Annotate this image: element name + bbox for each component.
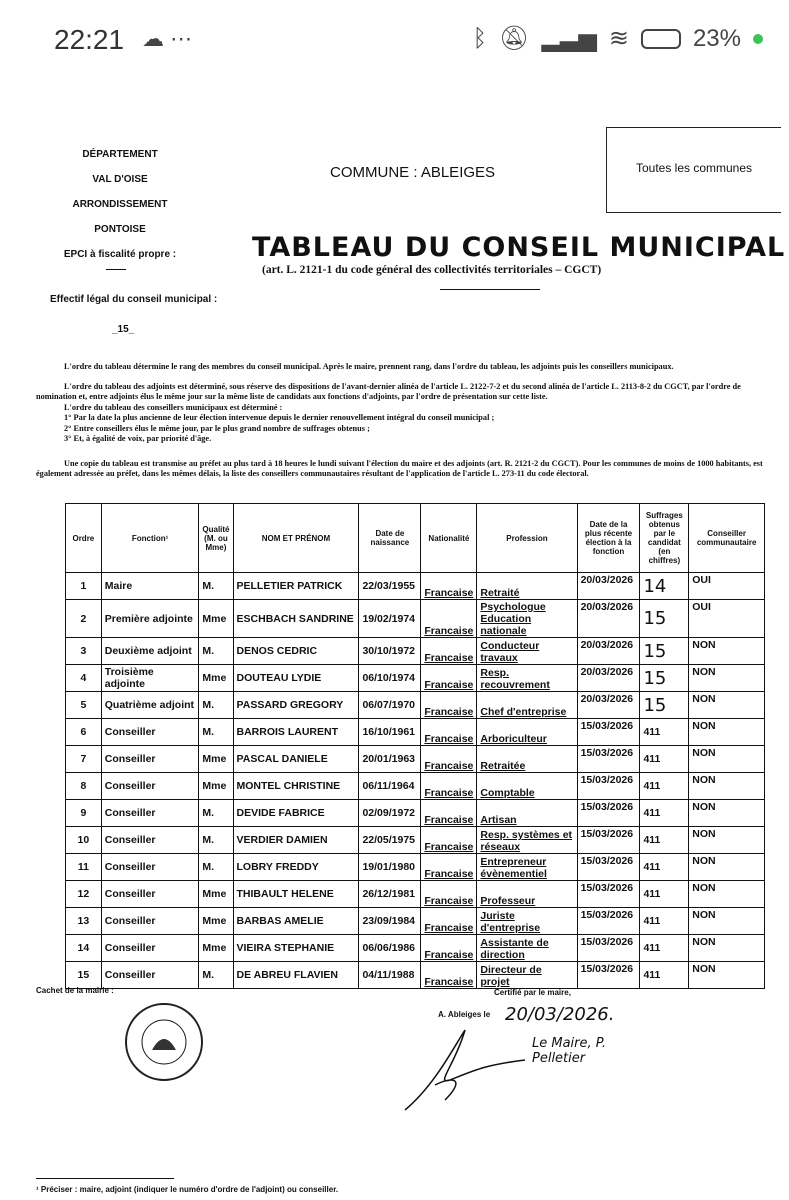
cell-nationalite: Francaise (421, 638, 477, 665)
cell-profession: Resp. recouvrement (477, 665, 577, 692)
cell-conseiller-communautaire: NON (689, 692, 765, 719)
cell-conseiller-communautaire: OUI (689, 573, 765, 600)
cell-suffrages: 411 (640, 827, 689, 854)
column-header: Date de la plus récente élection à la fonction (577, 504, 640, 573)
epci-label: EPCI à fiscalité propre : (63, 249, 177, 260)
cell-date-naissance: 19/02/1974 (359, 600, 421, 638)
cell-conseiller-communautaire: NON (689, 746, 765, 773)
cell-date-naissance: 22/05/1975 (359, 827, 421, 854)
cell-date-election: 15/03/2026 (577, 854, 640, 881)
cell-nationalite: Francaise (421, 665, 477, 692)
cell-nom-prenom: THIBAULT HELENE (233, 881, 359, 908)
cell-fonction: Quatrième adjoint (101, 692, 199, 719)
column-header: Fonction¹ (101, 504, 199, 573)
cell-date-election: 15/03/2026 (577, 773, 640, 800)
cell-date-election: 15/03/2026 (577, 800, 640, 827)
cell-date-election: 15/03/2026 (577, 719, 640, 746)
cell-nationalite: Francaise (421, 881, 477, 908)
cell-qualite: M. (199, 638, 233, 665)
cell-conseiller-communautaire: NON (689, 773, 765, 800)
commune-box: Toutes les communes (606, 127, 781, 213)
cell-ordre: 6 (66, 719, 102, 746)
cell-ordre: 7 (66, 746, 102, 773)
cell-suffrages: 411 (640, 719, 689, 746)
cell-nom-prenom: PELLETIER PATRICK (233, 573, 359, 600)
cell-date-election: 15/03/2026 (577, 881, 640, 908)
cell-ordre: 1 (66, 573, 102, 600)
cell-profession: Chef d'entreprise (477, 692, 577, 719)
cell-qualite: Mme (199, 746, 233, 773)
cell-fonction: Première adjointe (101, 600, 199, 638)
table-row (66, 719, 765, 746)
cell-nom-prenom: DOUTEAU LYDIE (233, 665, 359, 692)
table-row (66, 935, 765, 962)
signal-icon: ▂▃▅ (541, 25, 597, 52)
cell-profession: Retraité (477, 573, 577, 600)
cell-suffrages: 15 (640, 692, 689, 719)
cell-qualite: M. (199, 827, 233, 854)
signature-note: Le Maire, P. Pelletier (532, 1036, 606, 1066)
cell-profession: Comptable (477, 773, 577, 800)
cell-fonction: Conseiller (101, 773, 199, 800)
cell-ordre: 8 (66, 773, 102, 800)
cell-suffrages: 14 (640, 573, 689, 600)
paragraph: 3° Et, à égalité de voix, par priorité d'âge. (64, 434, 212, 443)
paragraph: L'ordre du tableau des conseillers municipaux est déterminé : (64, 402, 283, 412)
cell-nom-prenom: VERDIER DAMIEN (233, 827, 359, 854)
cell-nom-prenom: ESCHBACH SANDRINE (233, 600, 359, 638)
table-row (66, 800, 765, 827)
lieu-label: A. Ableiges le (438, 1010, 491, 1019)
cell-suffrages: 411 (640, 800, 689, 827)
epci-value: —— (106, 264, 126, 275)
cell-suffrages: 411 (640, 881, 689, 908)
cell-nationalite: Francaise (421, 773, 477, 800)
cell-nationalite: Francaise (421, 573, 477, 600)
subtitle: (art. L. 2121-1 du code général des collectivités territoriales – CGCT) (262, 264, 602, 276)
council-table (65, 503, 765, 989)
cell-date-election: 20/03/2026 (577, 573, 640, 600)
cell-fonction: Maire (101, 573, 199, 600)
cell-fonction: Conseiller (101, 962, 199, 989)
cell-nom-prenom: DEVIDE FABRICE (233, 800, 359, 827)
cell-date-naissance: 06/11/1964 (359, 773, 421, 800)
cell-fonction: Conseiller (101, 746, 199, 773)
cell-conseiller-communautaire: NON (689, 962, 765, 989)
cell-ordre: 14 (66, 935, 102, 962)
signature (395, 1025, 535, 1115)
table-row (66, 638, 765, 665)
column-header: Suffrages obtenus par le candidat (en chiffres) (640, 504, 689, 573)
column-header: NOM ET PRÉNOM (233, 504, 359, 573)
column-header: Profession (477, 504, 577, 573)
cell-conseiller-communautaire: OUI (689, 600, 765, 638)
table-row (66, 773, 765, 800)
arrondissement-label: ARRONDISSEMENT (72, 199, 168, 210)
cell-nom-prenom: PASCAL DANIELE (233, 746, 359, 773)
cell-conseiller-communautaire: NON (689, 638, 765, 665)
cell-fonction: Conseiller (101, 935, 199, 962)
stamp-seal (122, 1000, 206, 1084)
cell-date-naissance: 19/01/1980 (359, 854, 421, 881)
status-bar (0, 0, 789, 80)
cell-profession: Directeur de projet (477, 962, 577, 989)
table-row (66, 962, 765, 989)
cell-ordre: 12 (66, 881, 102, 908)
table-row (66, 746, 765, 773)
cell-fonction: Conseiller (101, 881, 199, 908)
cell-nationalite: Francaise (421, 854, 477, 881)
cell-profession: Conducteur travaux (477, 638, 577, 665)
cell-fonction: Conseiller (101, 827, 199, 854)
table-row (66, 692, 765, 719)
cell-nom-prenom: DENOS CEDRIC (233, 638, 359, 665)
effectif-label: Effectif légal du conseil municipal : (50, 294, 218, 305)
cell-profession: Retraitée (477, 746, 577, 773)
cell-conseiller-communautaire: NON (689, 827, 765, 854)
cell-nationalite: Francaise (421, 600, 477, 638)
cell-conseiller-communautaire: NON (689, 908, 765, 935)
cell-qualite: M. (199, 962, 233, 989)
cell-profession: Assistante de direction (477, 935, 577, 962)
cell-profession: Entrepreneur évènementiel (477, 854, 577, 881)
cell-qualite: Mme (199, 665, 233, 692)
paragraph: Une copie du tableau est transmise au préfet au plus tard à 18 heures le lundi suivant l'élection du maire et des adjoints (art. R. 2121-2 du CGCT). Pour les communes de moins de 1000 habitants, est également adressée au préfet, dans les mêmes délais, la liste des conseillers communautaires résultant de l'application de l'article L. 273-11 du code électoral. (36, 458, 763, 478)
table-row (66, 881, 765, 908)
cell-nationalite: Francaise (421, 719, 477, 746)
cell-suffrages: 411 (640, 962, 689, 989)
arrondissement: PONTOISE (94, 224, 146, 235)
certifie-label: Certifié par le maire, (494, 988, 571, 997)
cell-qualite: M. (199, 692, 233, 719)
footnote: ¹ Préciser : maire, adjoint (indiquer le numéro d'ordre de l'adjoint) ou conseiller. (36, 1185, 339, 1194)
cell-date-naissance: 30/10/1972 (359, 638, 421, 665)
cell-suffrages: 15 (640, 638, 689, 665)
mute-icon: 🔕︎ (499, 25, 530, 52)
cell-date-naissance: 04/11/1988 (359, 962, 421, 989)
column-header: Date de naissance (359, 504, 421, 573)
cell-fonction: Conseiller (101, 908, 199, 935)
footnote-rule (36, 1178, 174, 1179)
cell-date-naissance: 06/06/1986 (359, 935, 421, 962)
cell-date-election: 15/03/2026 (577, 827, 640, 854)
cell-qualite: Mme (199, 935, 233, 962)
cell-ordre: 4 (66, 665, 102, 692)
cell-nationalite: Francaise (421, 800, 477, 827)
wifi-icon: ≋ (608, 25, 629, 52)
cell-nom-prenom: BARBAS AMELIE (233, 908, 359, 935)
cell-suffrages: 15 (640, 665, 689, 692)
cell-conseiller-communautaire: NON (689, 935, 765, 962)
cell-date-election: 20/03/2026 (577, 665, 640, 692)
cell-suffrages: 411 (640, 935, 689, 962)
table-row (66, 600, 765, 638)
cell-date-naissance: 06/07/1970 (359, 692, 421, 719)
page-title: TABLEAU DU CONSEIL MUNICIPAL (252, 232, 786, 263)
cell-profession: Resp. systèmes et réseaux (477, 827, 577, 854)
departement: VAL D'OISE (92, 174, 148, 185)
cell-nationalite: Francaise (421, 746, 477, 773)
cell-ordre: 5 (66, 692, 102, 719)
cell-nom-prenom: PASSARD GREGORY (233, 692, 359, 719)
cell-profession: Psychologue Education nationale (477, 600, 577, 638)
cell-fonction: Conseiller (101, 800, 199, 827)
cell-date-election: 15/03/2026 (577, 962, 640, 989)
effectif-value: _15_ (112, 324, 135, 335)
table-row (66, 665, 765, 692)
cell-fonction: Deuxième adjoint (101, 638, 199, 665)
cell-nom-prenom: BARROIS LAURENT (233, 719, 359, 746)
cell-qualite: M. (199, 573, 233, 600)
cell-qualite: Mme (199, 908, 233, 935)
cell-ordre: 2 (66, 600, 102, 638)
bluetooth-icon: ᛒ (472, 24, 487, 52)
cell-profession: Artisan (477, 800, 577, 827)
paragraph: 2° Entre conseillers élus le même jour, par le plus grand nombre de suffrages obtenus ; (64, 423, 370, 433)
cell-date-naissance: 20/01/1963 (359, 746, 421, 773)
cell-date-naissance: 02/09/1972 (359, 800, 421, 827)
cell-ordre: 15 (66, 962, 102, 989)
battery-percent: 23% (692, 24, 741, 52)
column-header: Ordre (66, 504, 102, 573)
cell-conseiller-communautaire: NON (689, 719, 765, 746)
cell-date-naissance: 23/09/1984 (359, 908, 421, 935)
cell-nationalite: Francaise (421, 935, 477, 962)
cell-nom-prenom: VIEIRA STEPHANIE (233, 935, 359, 962)
cell-ordre: 11 (66, 854, 102, 881)
cell-ordre: 10 (66, 827, 102, 854)
cell-conseiller-communautaire: NON (689, 854, 765, 881)
commune: COMMUNE : ABLEIGES (330, 164, 496, 181)
cell-profession: Professeur (477, 881, 577, 908)
cell-date-election: 20/03/2026 (577, 692, 640, 719)
cell-date-election: 15/03/2026 (577, 935, 640, 962)
status-dot (753, 34, 763, 44)
divider (440, 289, 540, 290)
cell-nationalite: Francaise (421, 908, 477, 935)
cell-suffrages: 411 (640, 773, 689, 800)
cell-fonction: Troisième adjointe (101, 665, 199, 692)
cell-nom-prenom: LOBRY FREDDY (233, 854, 359, 881)
cell-qualite: M. (199, 719, 233, 746)
paragraph: L'ordre du tableau des adjoints est déterminé, sous réserve des dispositions de l'avant-dernier alinéa de l'article L. 2122-7-2 et du second alinéa de l'article L. 2113-8-2 du CGCT, par l'ordre de nomination et, entre adjoints élus le même jour sur la même liste de candidats aux fonctions d'adjoints, par l'ordre de présentation sur cette liste. (36, 381, 741, 401)
cell-nom-prenom: MONTEL CHRISTINE (233, 773, 359, 800)
instructions (36, 362, 771, 480)
table-row (66, 573, 765, 600)
cell-qualite: Mme (199, 881, 233, 908)
cell-nationalite: Francaise (421, 962, 477, 989)
table-row (66, 854, 765, 881)
column-header: Conseiller communautaire (689, 504, 765, 573)
cell-date-naissance: 16/10/1961 (359, 719, 421, 746)
cell-date-election: 15/03/2026 (577, 908, 640, 935)
departement-label: DÉPARTEMENT (82, 149, 158, 160)
cell-conseiller-communautaire: NON (689, 800, 765, 827)
cell-suffrages: 411 (640, 908, 689, 935)
cell-suffrages: 411 (640, 854, 689, 881)
table-row (66, 827, 765, 854)
cell-date-election: 15/03/2026 (577, 746, 640, 773)
clock: 22:21 (54, 24, 125, 55)
cloud-icon: ☁ ⋯ (142, 26, 193, 51)
handwritten-date: 20/03/2026. (505, 1004, 615, 1025)
battery-icon (641, 29, 681, 49)
cell-date-election: 20/03/2026 (577, 638, 640, 665)
cell-profession: Arboriculteur (477, 719, 577, 746)
cell-qualite: M. (199, 854, 233, 881)
cachet-label: Cachet de la mairie : (36, 986, 114, 995)
cell-date-naissance: 26/12/1981 (359, 881, 421, 908)
cell-ordre: 3 (66, 638, 102, 665)
cell-suffrages: 411 (640, 746, 689, 773)
column-header: Qualité (M. ou Mme) (199, 504, 233, 573)
cell-ordre: 13 (66, 908, 102, 935)
table-row (66, 908, 765, 935)
cell-conseiller-communautaire: NON (689, 665, 765, 692)
cell-nom-prenom: DE ABREU FLAVIEN (233, 962, 359, 989)
cell-fonction: Conseiller (101, 854, 199, 881)
cell-qualite: M. (199, 800, 233, 827)
column-header: Nationalité (421, 504, 477, 573)
paragraph: 1° Par la date la plus ancienne de leur élection intervenue depuis le dernier renouvellement intégral du conseil municipal ; (64, 413, 495, 422)
cell-date-election: 20/03/2026 (577, 600, 640, 638)
cell-nationalite: Francaise (421, 692, 477, 719)
cell-fonction: Conseiller (101, 719, 199, 746)
cell-nationalite: Francaise (421, 827, 477, 854)
cell-profession: Juriste d'entreprise (477, 908, 577, 935)
cell-ordre: 9 (66, 800, 102, 827)
paragraph: L'ordre du tableau détermine le rang des membres du conseil municipal. Après le maire, prennent rang, dans l'ordre du tableau, les adjoints puis les conseillers municipaux. (64, 362, 674, 371)
cell-date-naissance: 22/03/1955 (359, 573, 421, 600)
cell-qualite: Mme (199, 773, 233, 800)
cell-suffrages: 15 (640, 600, 689, 638)
cell-qualite: Mme (199, 600, 233, 638)
cell-conseiller-communautaire: NON (689, 881, 765, 908)
cell-date-naissance: 06/10/1974 (359, 665, 421, 692)
